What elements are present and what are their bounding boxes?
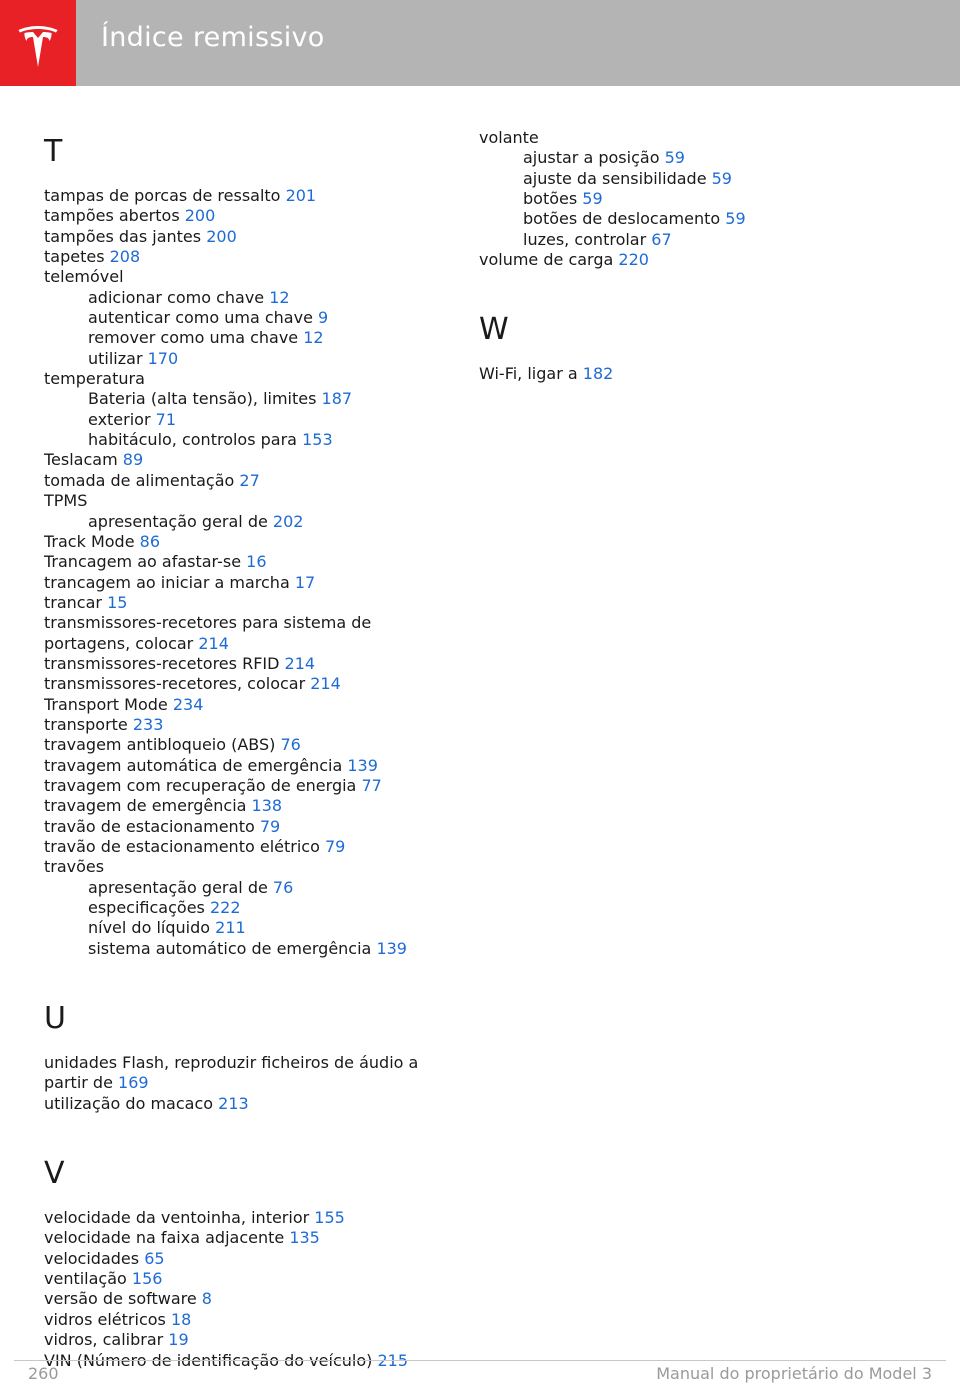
brand-logo xyxy=(0,0,76,86)
index-subentry xyxy=(479,169,899,189)
index-entry xyxy=(44,1269,464,1289)
index-entry xyxy=(44,267,464,287)
index-entry xyxy=(44,1310,464,1330)
index-entry xyxy=(44,776,464,796)
index-entry xyxy=(44,593,464,613)
index-subentry xyxy=(44,349,464,369)
entry-label: Teslacam xyxy=(44,450,118,470)
entry-label: tampas de porcas de ressalto xyxy=(44,186,281,205)
index-subentry xyxy=(44,939,464,959)
page-link[interactable]: 155 xyxy=(314,1208,345,1228)
entry-label: Trancagem ao afastar-se xyxy=(44,552,242,572)
entry-label: exterior xyxy=(88,409,151,429)
index-entry xyxy=(44,796,464,816)
index-entry xyxy=(44,450,464,470)
page-link[interactable]: 59 xyxy=(582,189,603,209)
index-entry xyxy=(44,613,444,654)
entry-label: trancar xyxy=(44,592,102,612)
index-subentry xyxy=(44,288,464,308)
entry-label: VIN (Número de identificação do veículo) xyxy=(44,1350,373,1370)
page-link[interactable]: 89 xyxy=(122,450,144,470)
entry-label: transporte xyxy=(44,714,128,734)
index-entry xyxy=(44,1094,464,1114)
page-link[interactable]: 9 xyxy=(318,308,329,328)
index-entry xyxy=(44,491,464,511)
index-subentry xyxy=(44,878,464,898)
entry-label: travões xyxy=(44,857,105,877)
page-link[interactable]: 15 xyxy=(107,592,128,612)
entry-label: nível do líquido xyxy=(88,918,211,938)
page-link[interactable]: 86 xyxy=(139,531,160,551)
page-link[interactable]: 135 xyxy=(289,1228,320,1248)
entry-label: especificações xyxy=(88,898,205,918)
index-letter-heading: T xyxy=(44,134,63,169)
index-entry xyxy=(44,247,464,267)
index-subentry xyxy=(44,512,464,532)
entry-label: botões xyxy=(523,189,578,209)
index-subentry xyxy=(44,410,464,430)
page-link[interactable]: 208 xyxy=(109,247,141,267)
section-gap xyxy=(44,1114,464,1146)
index-entry xyxy=(44,1330,464,1350)
entry-label: luzes, controlar xyxy=(523,229,647,249)
page-link[interactable]: 12 xyxy=(303,328,324,348)
index-column-left xyxy=(44,124,464,1371)
index-subentry xyxy=(44,898,464,918)
tesla-logo-icon xyxy=(16,18,60,68)
entry-label: travagem antibloqueio (ABS) xyxy=(44,735,276,755)
entry-label: utilizar xyxy=(88,348,143,368)
index-entry xyxy=(44,532,464,552)
index-subentry xyxy=(479,189,899,209)
entry-label: tomada de alimentação xyxy=(44,470,235,490)
entry-label: tapetes xyxy=(44,247,105,267)
index-entry xyxy=(44,573,464,593)
entry-label: trancagem ao iniciar a marcha xyxy=(44,572,290,592)
entry-label: travão de estacionamento elétrico xyxy=(44,837,320,856)
entry-label: remover como uma chave xyxy=(88,328,299,348)
index-entry xyxy=(44,756,464,776)
page-link[interactable]: 170 xyxy=(147,348,179,368)
entry-label: apresentação geral de xyxy=(88,877,268,897)
index-subentry xyxy=(44,918,464,938)
index-letter-heading: W xyxy=(479,312,509,348)
page-link[interactable]: 214 xyxy=(310,674,341,694)
entry-label: velocidade na faixa adjacente xyxy=(44,1228,285,1248)
index-entry xyxy=(44,674,464,694)
page-link[interactable]: 201 xyxy=(285,186,317,205)
page-link[interactable]: 139 xyxy=(347,755,378,775)
entry-label: Track Mode xyxy=(44,531,135,551)
page-link[interactable]: 59 xyxy=(725,209,746,229)
index-entry xyxy=(44,817,464,837)
entry-label: temperatura xyxy=(44,369,145,389)
page-link[interactable]: 76 xyxy=(280,735,301,755)
entry-label: velocidades xyxy=(44,1248,140,1268)
entry-label: telemóvel xyxy=(44,267,124,287)
entry-label: TPMS xyxy=(44,491,88,511)
index-entry xyxy=(44,857,464,877)
entry-label: vidros, calibrar xyxy=(44,1330,164,1350)
page-link[interactable]: 200 xyxy=(206,226,237,246)
index-subentry xyxy=(44,308,464,328)
entry-label: ajustar a posição xyxy=(523,148,660,168)
entry-label: Wi-Fi, ligar a xyxy=(479,364,578,384)
page-link[interactable]: 215 xyxy=(377,1350,408,1370)
index-entry xyxy=(44,1228,464,1248)
page-link[interactable]: 67 xyxy=(651,229,672,249)
page-link[interactable]: 12 xyxy=(269,287,290,307)
page-link[interactable]: 169 xyxy=(118,1073,149,1093)
index-letter-heading: V xyxy=(44,1156,65,1192)
page-link[interactable]: 153 xyxy=(302,430,333,450)
footer-divider xyxy=(14,1360,946,1361)
index-entry xyxy=(44,837,464,857)
index-entry xyxy=(44,1208,464,1228)
page-link[interactable]: 79 xyxy=(259,816,281,836)
index-subentry xyxy=(44,389,464,409)
page-link[interactable]: 233 xyxy=(132,714,164,734)
entry-label: volume de carga xyxy=(479,250,614,270)
header-bar xyxy=(76,0,960,86)
entry-label: unidades Flash, reproduzir ficheiros de áudio a partir de xyxy=(44,1053,419,1093)
page-link[interactable]: 59 xyxy=(711,168,732,188)
index-entry xyxy=(44,1249,464,1269)
entry-label: sistema automático de emergência xyxy=(88,938,372,958)
page-link[interactable]: 222 xyxy=(209,898,241,918)
entry-label: utilização do macaco xyxy=(44,1093,214,1113)
index-subentry xyxy=(44,328,464,348)
page-title: Índice remissivo xyxy=(101,22,325,53)
page-link[interactable]: 77 xyxy=(361,775,382,795)
page-link[interactable]: 138 xyxy=(251,796,283,816)
page-link[interactable]: 65 xyxy=(144,1248,165,1268)
page-link[interactable]: 187 xyxy=(321,389,353,409)
entry-label: vidros elétricos xyxy=(44,1309,166,1329)
index-entry xyxy=(44,1289,464,1309)
page-link[interactable]: 211 xyxy=(215,918,246,938)
entry-label: travagem automática de emergência xyxy=(44,755,343,775)
index-entry xyxy=(44,695,464,715)
index-entry xyxy=(479,364,899,384)
page-link[interactable]: 182 xyxy=(582,364,614,384)
page-link[interactable]: 76 xyxy=(272,877,294,897)
entry-label: adicionar como chave xyxy=(88,287,265,307)
index-entry xyxy=(44,654,464,674)
page-link[interactable]: 202 xyxy=(272,511,304,531)
index-entry xyxy=(479,128,899,148)
index-entry xyxy=(44,227,464,247)
footer-page-number: 260 xyxy=(28,1364,59,1383)
footer-manual-title: Manual do proprietário do Model 3 xyxy=(656,1364,932,1383)
page-link[interactable]: 18 xyxy=(170,1309,192,1329)
index-subentry xyxy=(479,148,899,168)
page-link[interactable]: 234 xyxy=(172,694,204,714)
index-entry xyxy=(44,186,464,206)
entry-label: Bateria (alta tensão), limites xyxy=(88,389,317,409)
index-column-right xyxy=(479,128,899,385)
index-entry xyxy=(44,1053,444,1094)
index-entry xyxy=(44,471,464,491)
entry-label: transmissores-recetores para sistema de portagens, colocar xyxy=(44,613,372,653)
entry-label: botões de deslocamento xyxy=(523,209,721,229)
page-link[interactable]: 8 xyxy=(201,1289,212,1309)
page-link[interactable]: 71 xyxy=(155,409,176,429)
page-link[interactable]: 214 xyxy=(198,633,229,653)
entry-label: travagem com recuperação de energia xyxy=(44,775,357,795)
entry-label: transmissores-recetores RFID xyxy=(44,653,280,673)
page-link[interactable]: 200 xyxy=(184,206,216,226)
entry-label: transmissores-recetores, colocar xyxy=(44,674,306,694)
page-link[interactable]: 214 xyxy=(284,653,316,673)
page-link[interactable]: 17 xyxy=(294,572,316,592)
entry-label: ventilação xyxy=(44,1269,127,1289)
entry-label: versão de software xyxy=(44,1289,197,1309)
entry-label: volante xyxy=(479,128,539,147)
section-gap xyxy=(479,270,899,302)
page-link[interactable]: 59 xyxy=(664,148,685,168)
page-link[interactable]: 27 xyxy=(239,470,260,490)
index-entry xyxy=(44,735,464,755)
entry-label: habitáculo, controlos para xyxy=(88,430,297,450)
index-subentry xyxy=(479,209,899,229)
section-gap xyxy=(44,959,464,991)
entry-label: velocidade da ventoinha, interior xyxy=(44,1208,310,1228)
entry-label: Transport Mode xyxy=(44,694,168,714)
page-link[interactable]: 156 xyxy=(131,1269,163,1289)
entry-label: travão de estacionamento xyxy=(44,816,255,836)
index-entry xyxy=(44,369,464,389)
index-subentry xyxy=(479,230,899,250)
page-link[interactable]: 139 xyxy=(376,938,407,958)
page-link[interactable]: 19 xyxy=(168,1330,189,1350)
entry-label: apresentação geral de xyxy=(88,511,268,531)
index-entry xyxy=(44,715,464,735)
entry-label: travagem de emergência xyxy=(44,796,247,816)
entry-label: tampões das jantes xyxy=(44,226,202,246)
index-entry xyxy=(44,552,464,572)
entry-label: autenticar como uma chave xyxy=(88,308,313,328)
index-entry xyxy=(44,206,464,226)
page-link[interactable]: 220 xyxy=(618,250,649,270)
index-entry xyxy=(479,250,899,270)
entry-label: tampões abertos xyxy=(44,206,180,226)
entry-label: ajuste da sensibilidade xyxy=(523,168,707,188)
page-link[interactable]: 213 xyxy=(218,1093,249,1113)
index-subentry xyxy=(44,430,464,450)
index-letter-heading: U xyxy=(44,1001,66,1037)
page-link[interactable]: 16 xyxy=(246,552,267,572)
page-link[interactable]: 79 xyxy=(324,837,346,856)
